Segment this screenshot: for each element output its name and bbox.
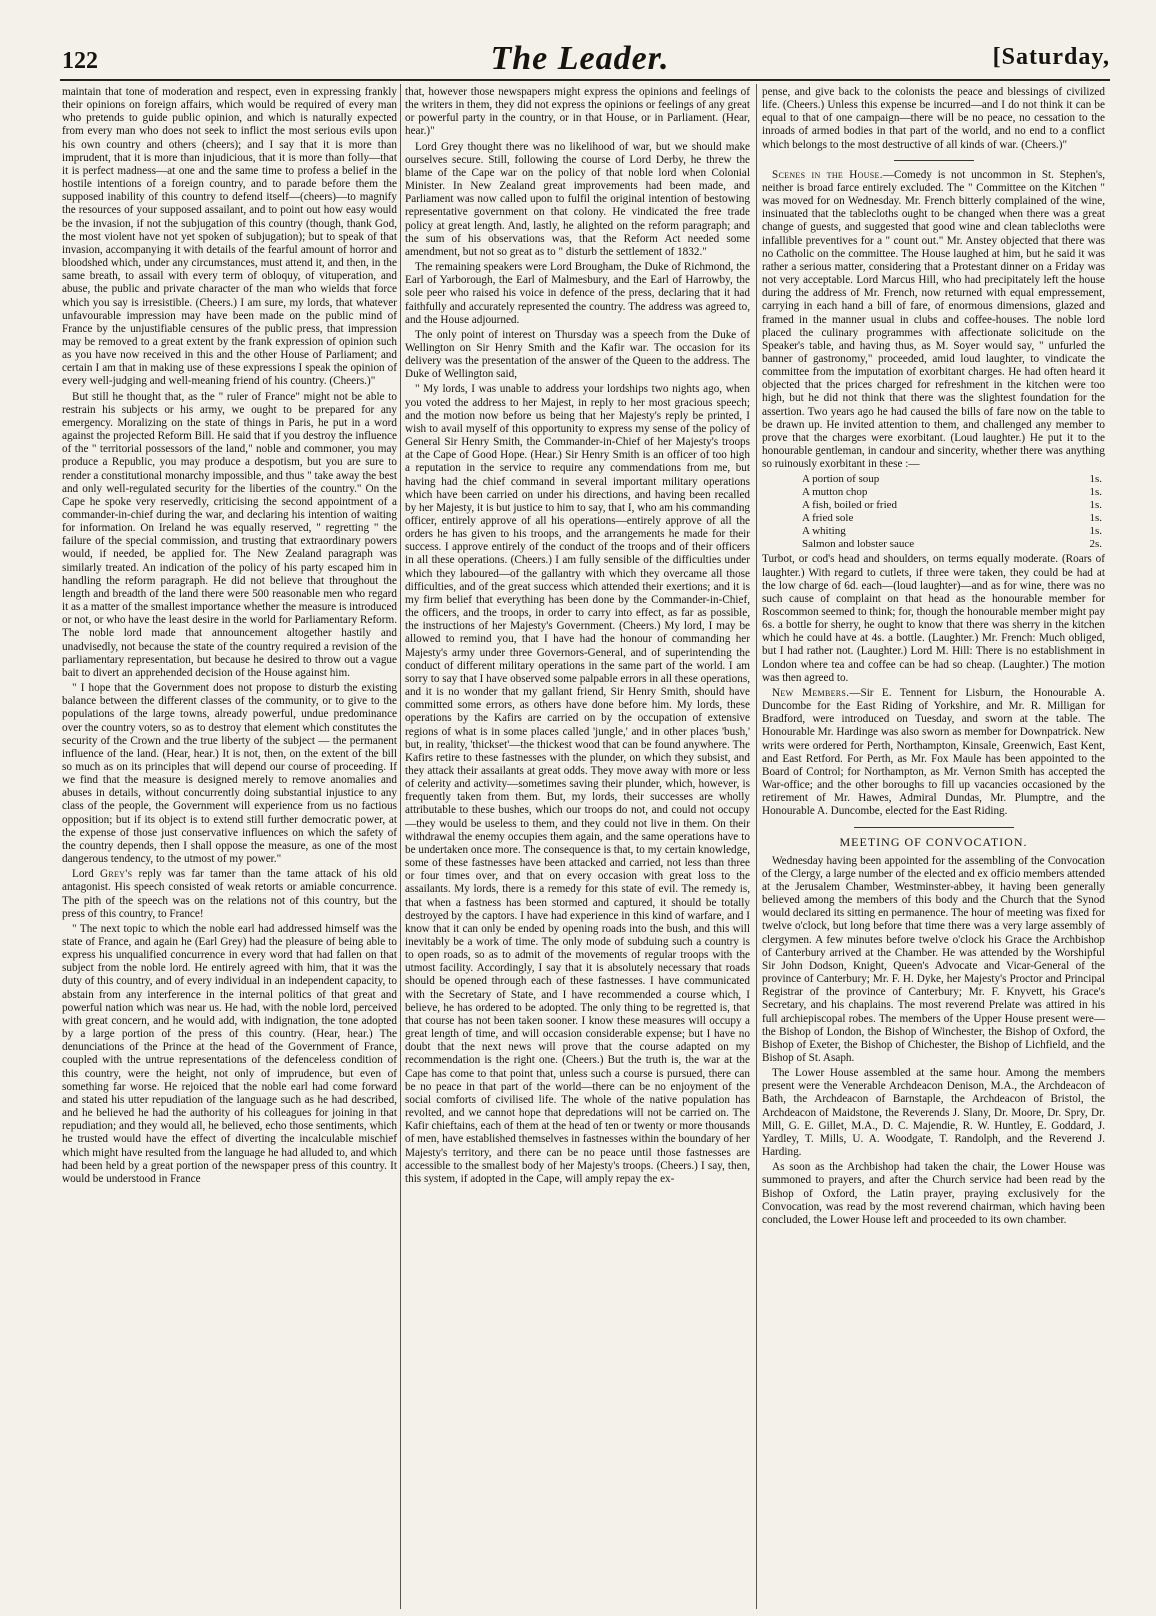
- paragraph: The only point of interest on Thursday was a speech from the Duke of Wellington on Sir Henry Smith and the Kafir war. The occasion for its delivery was the presentation of the answer of the Queen to the address. The Duke of Wellington said,: [405, 328, 750, 381]
- paragraph: " The next topic to which the noble earl had addressed himself was the state of France, and again he (Earl Grey) had the pleasure of being able to express his unqualified concurrence in every word that had fallen on that subject from the noble lord. He entirely agreed with him, that it was the duty of this country, and of every individual in an independent capacity, to abstain from any interference in the internal politics of that great and powerful nation which was near us. He had, with the noble lord, perceived with great concern, and he would add, with indignation, the tone adopted by a large portion of the press of this country. (Hear, hear.) The denunciations of the Prince at the head of the Government of France, coupled with the untrue representations of the defenceless condition of this country, were the height, not only of imprudence, but even of something far worse. He rejoiced that the noble earl had come forward and stated his utter repudiation of the language such as he had described, and he believed he had the authority of his colleagues for joining in that repudiation; and they would all, he believed, echo those sentiments, which he trusted would have the effect of diverting the incalculable mischief which might have resulted from the language he had alluded to, and which had been held by a great portion of the newspaper press of this country. It would be understood in France: [62, 922, 397, 1185]
- paragraph: that, however those newspapers might express the opinions and feelings of the writers in them, they did not express the opinions or feelings of any great or powerful party in the country, or in that House, or in Parliament. (Hear, hear.)": [405, 86, 750, 138]
- column-3: [762, 86, 1105, 1606]
- person-name: Grey's: [99, 868, 133, 881]
- bill-price: 1s.: [1089, 525, 1102, 538]
- paragraph: [762, 169, 1105, 472]
- paragraph: The Lower House assembled at the same hour. Among the members present were the Venerable Archdeacon Denison, M.A., the Archdeacon of Bath, the Archdeacon of Barnstaple, the Archdeacon of Bristol, the Archdeacon of Maidstone, the Reverends J. Slany, Dr. Moore, Dr. Spry, Dr. Mill, G. E. Gillet, M.A., D. C. Majendie, R. W. Huntley, E. Goddard, J. Yardley, T. Mills, U. A. Woodgate, T. Randolph, and the Reverend J. Harding.: [762, 1067, 1105, 1159]
- paragraph: pense, and give back to the colonists the peace and blessings of civilized life. (Cheers.) Unless this expense be incurred—and I do not think it can be equal to that of one campaign—there will be no peace, no cessation to the inroads of armed bodies in that part of the world, and no end to a conflict which belongs to the most destructive of all kinds of war. (Cheers.)": [762, 86, 1105, 151]
- bill-item: A portion of soup: [802, 473, 880, 486]
- paragraph-text: —Comedy is not uncommon in St. Stephen's, neither is broad farce entirely excluded. The " Committee on the Kitchen " was moved for on Wednesday. Mr. French bitterly complained of the wine, insinuated that the tablecloths ought to be changed when there was a great change of guests, and suggested that good wine and clean tablecloths were infallible preventives for a " count out." Mr. Anstey objected that there was no Catholic on the committee. The House laughed at him, but he said it was rather a serious matter, considering that a Protestant dinner on a Friday was not very acceptable. Lord Marcus Hill, who had precipitately left the house during the address of Mr. French, now returned with equal empressement, carrying in each hand a bill of fare, of enormous dimensions, glazed and framed in the manner usual in clubs and coffee-houses. The noble lord placed the culinary programmes with affectionate solicitude on the Speaker's table, and having thus, as M. Soyer would say, " unfurled the banner of gastronomy," proceeded, amid loud laughter, to vindicate the committee from the imputation of exorbitant charges. He had often heard it objected that the prices charged for refreshment in the kitchen were too high, but he did not think that there was the slightest foundation for the assertion. Two years ago he had caused the bills of fare now on the table to be drawn up. He invited attention to them, and challenged any member to prove that the charges were exorbitant. (Loud laughter.) He put it to the honourable gentleman, in candour and sincerity, whether there was anything so ruinously exorbitant in these :—: [762, 168, 1105, 471]
- masthead: [50, 38, 1110, 78]
- bill-item: A fried sole: [802, 512, 854, 525]
- paragraph-text: reply was far tamer than the tame attack of his old antagonist. His speech consisted of weak retorts or amiable concurrence. The pith of the speech was on the relations not of this country, but the press of this country, to France!: [62, 868, 397, 920]
- issue-day: [Saturday,: [992, 44, 1110, 70]
- bill-price: 1s.: [1089, 499, 1102, 512]
- paragraph: [762, 687, 1105, 819]
- bill-row: [802, 473, 1102, 486]
- paragraph: As soon as the Archbishop had taken the chair, the Lower House was summoned to prayers, and after the Church service had been read by the Bishop of Oxford, the Latin prayer, praying exclusively for the Convocation, was read by the most reverend chairman, which having been concluded, the Lower House left and proceeded to its own chamber.: [762, 1161, 1105, 1226]
- column-divider: [756, 84, 757, 1609]
- masthead-rule: [60, 79, 1110, 81]
- column-divider: [400, 84, 401, 1609]
- bill-price: 2s.: [1089, 538, 1102, 551]
- section-lead: New Members.: [772, 686, 850, 699]
- bill-row: [802, 499, 1102, 512]
- column-2: [405, 86, 750, 1606]
- paragraph: maintain that tone of moderation and respect, even in expressing frankly their opinions on foreign affairs, which would be required of every man who pretends to guide public opinion, and which is naturally expected from every man who does not seek to inflict the most serious evils upon his own country and others (cheers); and I say that it is more than imprudent, that it is more than injudicious, that it is more than folly—that it is perfect madness—at one and the same time to profess a belief in the hostile intentions of a foreign country, and to parade before them the supposed inability of this country to defend itself—(cheers)—to magnify the resources of your supposed assailant, and to point out how easy would be the invasion, if not the subjugation of this country (though, thank God, the most violent have not yet spoken of subjugation); but to speak of that invasion, accompanying it with details of the fearful amount of horror and bloodshed which, under any circumstances, must attend it, and then, in the same breath, to assail with every term of obloquy, of vituperation, and abuse, the public and private character of the man who wields that force which you say is irresistible. (Cheers.) I am sure, my lords, that whatever unfavourable impression may have been made on the public mind of France by the unjustifiable censures of the public press, that impression may be removed to a great extent by the frank expression of opinion such as you have now received in this and the other House of Parliament; and certain I am that in making use of these expressions I speak the opinion of every well-judging and well-meaning friend of his country. (Cheers.)": [62, 86, 397, 388]
- paragraph: Lord Grey thought there was no likelihood of war, but we should make ourselves secure. Still, following the course of Lord Derby, he threw the blame of the Cape war on the policy of that noble lord when Colonial Minister. In New Zealand great improvements had been made, and Parliament was now called upon to fulfil the original intention of bestowing representative government on that colony. He vindicated the free trade policy at great length. And, lastly, he alighted on the reform paragraph; and the sum of his observations was, that the Reform Act needed some amendment, but not so great as to " disturb the settlement of 1832.": [405, 140, 750, 258]
- paragraph: The remaining speakers were Lord Brougham, the Duke of Richmond, the Earl of Yarborough, the Earl of Malmesbury, and the Earl of Harrowby, the sole peer who raised his voice in defence of the press, declaring that it had faithfully and accurately represented the country. The address was agreed to, and the House adjourned.: [405, 261, 750, 326]
- page-number: 122: [62, 48, 98, 74]
- bill-price: 1s.: [1089, 512, 1102, 525]
- section-heading: MEETING OF CONVOCATION.: [839, 834, 1028, 849]
- paragraph: " I hope that the Government does not propose to disturb the existing balance between the different classes of the community, or to give to the populations of the large towns, already powerful, undue predominance over the country voters, so as to destroy that element which constitutes the security of the Crown and the true liberty of the subject — the permanent influence of the land. (Hear, hear.) It is not, then, on the extent of the bill so much as on its principles that will depend our course of proceeding. If we find that the measure is designed merely to remove anomalies and abuses in details, without concurrently doing substantial injustice to any class of the people, the Government will experience from us no factious opposition; but if its object is to extend still further democratic power, at the expense of those just conservative influences on which the safety of the country depends, then I shall oppose the measure, as one of the most dangerous tendency, to the utmost of my power.": [62, 682, 397, 866]
- bill-item: A mutton chop: [802, 486, 868, 499]
- bill-row: [802, 512, 1102, 525]
- section-lead: Scenes in the House.: [772, 168, 883, 181]
- bill-price: 1s.: [1089, 486, 1102, 499]
- bill-row: [802, 525, 1102, 538]
- paragraph: But still he thought that, as the " ruler of France" might not be able to restrain his subjects or his army, we ought to be prepared for any emergency. Moralizing on the state of things in Paris, he put in a word against the projected Reform Bill. He said that if you destroy the influence of the " territorial possessors of the land," noble and commoner, you may produce a Republic, you may produce a despotism, but you are sure to render a constitutional monarchy impossible, and thus " take away the best and only well-regulated security for the liberties of the country." On the Cape he spoke very reservedly, criticising the second appointment of a commander-in-chief during the war, and declaring his intention of waiting for information. On Ireland he was equally reserved, " regretting " the failure of the special commission, and trusting that extraordinary powers would, if needed, be applied for. The New Zealand paragraph was similarly treated. An indication of the policy of his party escaped him in handling the reform paragraph. He did not believe that throughout the length and breadth of the land there were 500 reasonable men who regard it as a matter of the smallest importance whether the measure is introduced or not, or who have the least desire in the world for Parliamentary Reform. The noble lord made that announcement altogether hastily and unadvisedly, not because the state of the country required a revision of the parliamentary representation, but because he desired to throw out a vague bait to divert an apprehended decision of the House against him.: [62, 390, 397, 679]
- paragraph: Lord Grey's reply was far tamer than the tame attack of his old antagonist. His speech consisted of weak retorts or amiable concurrence. The pith of the speech was on the relations not of this country, but the press of this country, to France!: [62, 868, 397, 920]
- bill-of-fare: [802, 473, 1102, 551]
- column-1: [62, 86, 397, 1606]
- section-rule: [894, 160, 974, 161]
- bill-item: A whiting: [802, 525, 846, 538]
- bill-price: 1s.: [1089, 473, 1102, 486]
- paragraph: " My lords, I was unable to address your lordships two nights ago, when you voted the address to her Majest, in reply to her most gracious speech; and the motion now before us being that her Majesty's reply be printed, I wish to avail myself of this opportunity to express my sense of the policy of General Sir Henry Smith, the Commander-in-Chief of her Majesty's troops at the Cape of Good Hope. (Hear.) Sir Henry Smith is an officer of too high a reputation in the service to require any commendations from me, but having had the chief command in several important military operations which have been carried on under his directions, and having been recalled by her Majesty, it is but justice to him to say, that I, who am his commanding officer, entirely approve of all his operations—entirely approve of all the orders he has given to his troops, and the arrangements he made for their success. I approve entirely of the conduct of the troops and of their officers in all these operations. (Cheers.) I am fully sensible of the difficulties under which they laboured—of the gallantry with which they overcame all those difficulties, and of the great success which attended their exertions; and it is my firm belief that everything has been done by the Commander-in-Chief, the officers, and the troops, in order to carry into effect, as far as possible, the instructions of her Majesty's Government. (Cheers.) My lord, I may be allowed to remind you, that I have had the honour of commanding her Majesty's army under three Governors-General, and of superintending the conduct of different military operations in the same part of the world. I am sorry to say that I have observed some palpable errors in all these operations, and it is no wonder that my gallant friend, Sir Henry Smith, should have committed some errors, as others have done before him. My lords, these operations by the Kafirs are carried on by the occupation of extensive regions of what is in some places called 'jungle,' and in other places 'bush,' but, in reality, 'thickset'—the thickest wood that can be found anywhere. The Kafirs retire to these fastnesses with the plunder, on which they subsist, and they attack their assailants at great odds. They move away with more or less of celerity and activity—sometimes saving their plunder, which, however, is frequently taken from them. But, my lords, their successes are wholly attributable to these bushes, which our troops do not, and could not occupy—they would be useless to them, and they could not live in them. On their withdrawal the enemy occupies them again, and the same operations have to be undertaken once more. The consequence is that, to my certain knowledge, some of these fastnesses have been attacked and carried, not less than three or four times over, and that on every occasion with great loss to the assailants. My lords, there is a remedy for this state of evil. The remedy is, that when a fastness has been stormed and captured, it should be totally destroyed by the captors. I have had experience in this kind of warfare, and I know that it can only be ended by opening roads into the bush, and this will inevitably be a work of time. The only mode of subduing such a country is to open roads, so as to admit of the movements of regular troops with the utmost facility. Accordingly, I say that it is absolutely necessary that roads should be opened through each of these fastnesses. I have communicated with the Secretary of State, and I have recommended a course which, I believe, he has ordered to be adopted. The only thing to be regretted is, that that course has not been taken sooner. I know these measures will occupy a great length of time, and will occasion considerable expense; but I have no doubt that the next news will prove that the course adapted on my recommendation is the right one. (Cheers.) But the truth is, the war at the Cape has come to that point that, unless such a course is pursued, there can be no peace in that part of the world—there can be no enjoyment of the social comforts of civilised life. The whole of the native population has revolted, and we cannot hope that depredations will not be carried on. The Kafir chieftains, each of them at the head of ten or twenty or more thousands of men, have established themselves in fastnesses within the boundary of her Majesty's territory, and there can be no peace until those fastnesses are accessible to the smallest body of her Majesty's troops. (Cheers.) I say, then, this system, if adopted in the Cape, will amply repay the ex-: [405, 383, 750, 1185]
- paragraph-text: —Sir E. Tennent for Lisburn, the Honourable A. Duncombe for the East Riding of Yorkshire, and Mr. R. Milligan for Bradford, were introduced on Tuesday, and sworn at the table. The Honourable Mr. Hardinge was also sworn as member for Downpatrick. New writs were ordered for Perth, Northampton, Kinsale, Greenwich, East Kent, and East Retford. For Perth, as Mr. Fox Maule has been appointed to the Board of Control; for Northampton, as Mr. Vernon Smith has accepted the War-office; and the other boroughs to fill up vacancies occasioned by the retirement of Mr. Hawes, Admiral Dundas, Mr. Plumptre, and the Honourable A. Duncombe, elected for the East Riding.: [762, 686, 1105, 818]
- bill-item: Salmon and lobster sauce: [802, 538, 915, 551]
- section-rule: [854, 827, 1014, 828]
- bill-item: A fish, boiled or fried: [802, 499, 898, 512]
- bill-row: [802, 486, 1102, 499]
- paragraph: Turbot, or cod's head and shoulders, on terms equally moderate. (Roars of laughter.) With regard to cutlets, if three were taken, they could be had at the low charge of 6d. each—(loud laughter)—and as for wine, there was no such cause of complaint on that head as the honourable member for Roscommon seemed to think; for, though the honourable member might pay 6s. a bottle for sherry, he ought to know that there was sherry in the kitchen which he could have at 4s. a bottle. (Laughter.) Mr. French: Much obliged, but I had rather not. (Laughter.) Lord M. Hill: There is no establishment in London where tea and coffee can be had so cheap. (Laughter.) The motion was then agreed to.: [762, 553, 1105, 684]
- newspaper-title: The Leader.: [490, 40, 670, 77]
- paragraph: Wednesday having been appointed for the assembling of the Convocation of the Clergy, a large number of the elected and ex officio members attended at the Jerusalem Chamber, Westminster-abbey, it having been generally believed among the members of this body and the Church that the Synod would declared its sitting en permanence. The hour of meeting was fixed for twelve o'clock, but long before that time there was a very large assembly of clergymen. A few minutes before twelve o'clock his Grace the Archbishop of Canterbury arrived at the Chamber. He was attended by the Worshipful Sir John Dodson, Knight, Queen's Advocate and Vicar-General of the province of Canterbury; Mr. F. H. Dyke, her Majesty's Proctor and Principal Registrar of the province of Canterbury; Mr. F. Knyvett, his Grace's Secretary, and his chaplains. The most reverend Prelate was attired in his full archiepiscopal robes. The members of the Upper House present were—the Bishop of London, the Bishop of Winchester, the Bishop of Oxford, the Bishop of Exeter, the Bishop of Chichester, the Bishop of Lichfield, and the Bishop of St. Asaph.: [762, 854, 1105, 1064]
- bill-row: [802, 538, 1102, 551]
